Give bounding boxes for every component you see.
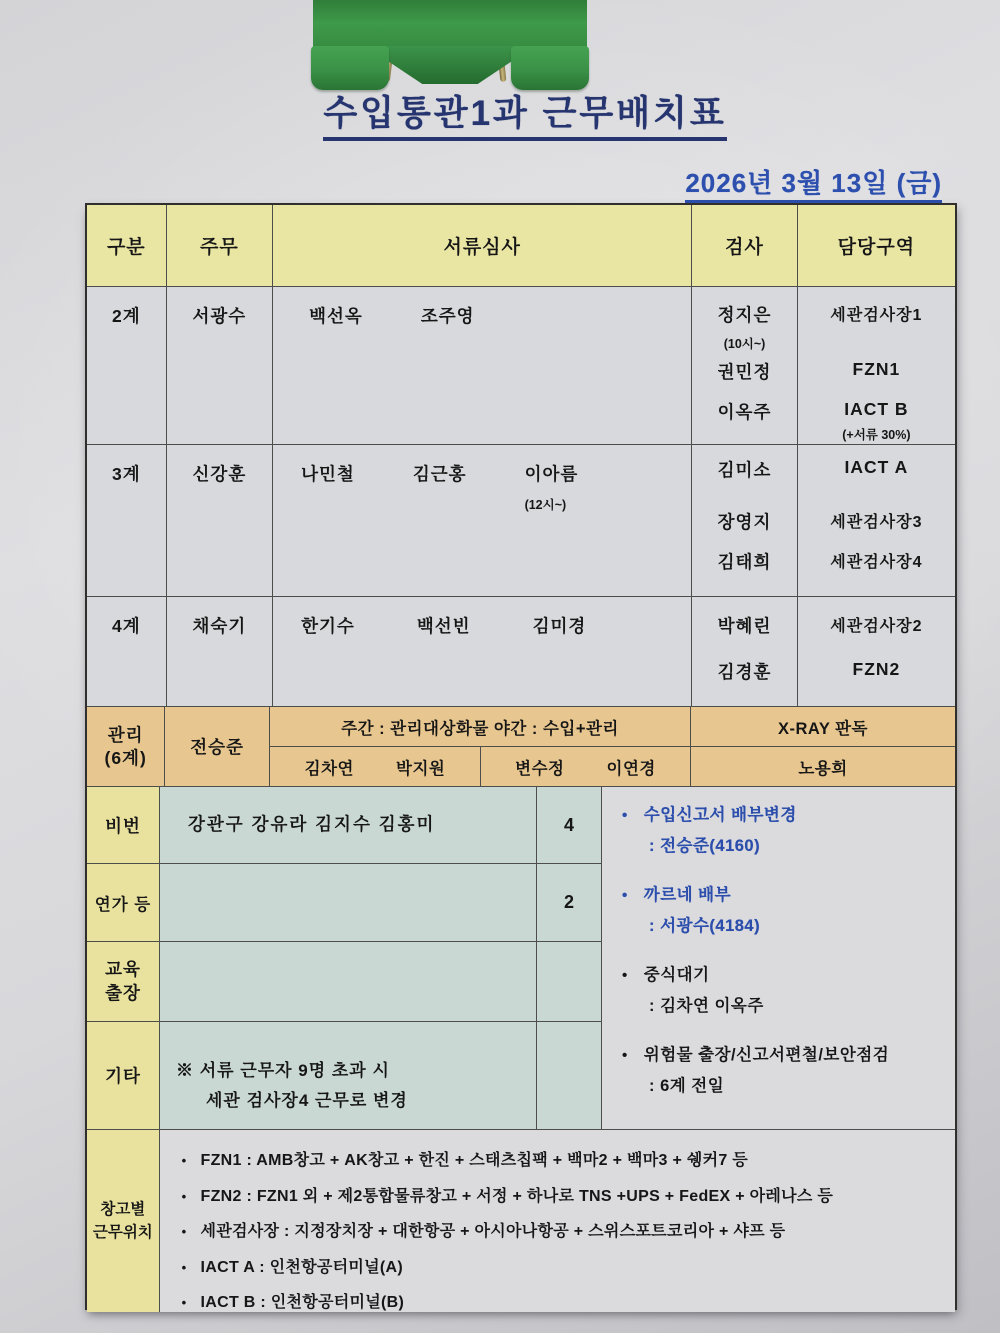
- note-value: : 김차연 이옥주: [649, 997, 764, 1015]
- yeonga-count: 2: [537, 864, 602, 942]
- row3-lead: 신강훈: [167, 445, 274, 597]
- table-row-management: [87, 707, 955, 787]
- inspector-name: 장영지: [717, 512, 772, 532]
- row3-inspectors: [692, 445, 798, 597]
- reviewer-with-note: [525, 461, 579, 596]
- row3-doc-reviewers: [273, 445, 692, 597]
- row4-areas: [798, 597, 955, 707]
- note-value: : 6계 전일: [649, 1077, 725, 1095]
- warehouse-section: [87, 1130, 955, 1312]
- mgmt-bottom-subrow: [270, 747, 955, 787]
- header-gubun: 구분: [87, 205, 167, 287]
- clip-mouth: [387, 46, 513, 84]
- mgmt-xray-staff: 노용희: [691, 747, 955, 787]
- row3-areas: [798, 445, 955, 597]
- row2-doc-reviewers: [273, 287, 692, 445]
- row2-label: 2계: [87, 287, 167, 445]
- warehouse-item-fzn1: • FZN1 : AMB창고 + AK창고 + 한진 + 스태츠칩팩 + 백마2 + 백마3 + 쉥커7 등: [182, 1147, 955, 1170]
- area-name: 세관검사장1: [830, 307, 923, 324]
- reviewer-name: 김미경: [532, 616, 587, 636]
- staff-name: 이연경: [606, 759, 656, 778]
- area-name: IACT B: [844, 399, 909, 419]
- note-value: : 서광수(4184): [649, 917, 761, 935]
- mgmt-xray-title: X-RAY 판독: [691, 707, 955, 747]
- warehouse-label: 창고별 근무위치: [87, 1130, 160, 1312]
- table-row-section2: [87, 287, 955, 445]
- status-rows: [87, 787, 602, 1130]
- area-name: FZN1: [852, 359, 901, 379]
- warehouse-item-iact-a: • IACT A : 인천항공터미널(A): [182, 1254, 955, 1277]
- area-name: IACT A: [844, 457, 909, 477]
- header-inspection: 검사: [692, 205, 798, 287]
- mgmt-subgrid: [270, 707, 955, 787]
- area-name: FZN2: [852, 659, 901, 679]
- header-jumu: 주무: [167, 205, 274, 287]
- mgmt-lead: 전승준: [165, 707, 270, 787]
- status-row-bibeon: [87, 787, 602, 864]
- clip-ear-right: [511, 46, 589, 90]
- clip-ear-left: [311, 46, 389, 90]
- warehouse-list: [160, 1130, 955, 1312]
- row3-label: 3계: [87, 445, 167, 597]
- mgmt-shift-info: 주간 : 관리대상화물 야간 : 수입+관리: [270, 707, 691, 747]
- note-lunch-standby: [622, 961, 949, 1016]
- yeonga-label: 연가 등: [87, 864, 160, 942]
- staff-name: 변수정: [515, 759, 565, 778]
- row2-areas: [798, 287, 955, 445]
- note-title: • 수입신고서 배부변경: [622, 801, 949, 825]
- warehouse-item-customs-yard: • 세관검사장 : 지정장치장 + 대한항공 + 아시아나항공 + 스위스포트코리아 + 샤프 등: [182, 1218, 955, 1241]
- reviewer-name: 백선빈: [416, 616, 471, 636]
- mgmt-staff-pair1: [270, 747, 481, 787]
- row4-doc-reviewers: [273, 597, 692, 707]
- status-section: [87, 787, 955, 1130]
- reviewer-time-note: (12시~): [524, 498, 567, 512]
- bibeon-label: 비번: [87, 787, 160, 864]
- bibeon-count: 4: [537, 787, 602, 864]
- inspector-name: 박혜린: [717, 616, 772, 636]
- warehouse-item-iact-b: • IACT B : 인천항공터미널(B): [182, 1289, 955, 1312]
- inspector-time-note: (10시~): [723, 337, 766, 351]
- note-value: : 전승준(4160): [649, 837, 761, 855]
- inspector-name: 정지은: [717, 305, 772, 325]
- table-row-section3: [87, 445, 955, 597]
- area-note: (+서류 30%): [842, 428, 911, 442]
- note-hazmat-security: [622, 1041, 949, 1096]
- bibeon-names: 강관구 강유라 김지수 김홍미: [160, 787, 537, 864]
- area-name: 세관검사장4: [830, 554, 923, 571]
- note-title: • 까르네 배부: [622, 881, 949, 905]
- table-header-row: [87, 205, 955, 287]
- header-assigned-area: 담당구역: [798, 205, 955, 287]
- mgmt-label: 관리 (6계): [87, 707, 165, 787]
- binder-clip: [313, 0, 587, 92]
- reviewer-name: 김근홍: [412, 464, 467, 484]
- reviewer-name: 조주영: [420, 306, 475, 326]
- inspector-name: 김태희: [717, 552, 772, 572]
- note-declaration-distribution: [622, 801, 949, 856]
- note-title: • 중식대기: [622, 961, 949, 985]
- staff-name: 박지원: [396, 759, 446, 778]
- gita-note: [160, 1022, 537, 1130]
- mgmt-staff-pair2: [481, 747, 691, 787]
- note-title: • 위험물 출장/신고서편철/보안점검: [622, 1041, 949, 1065]
- row4-inspectors: [692, 597, 798, 707]
- header-document-review: 서류심사: [273, 205, 692, 287]
- gita-count: [537, 1022, 602, 1130]
- inspector-name: 권민정: [717, 362, 772, 382]
- yeonga-names: [160, 864, 537, 942]
- gita-note-line2: 세관 검사장4 근무로 변경: [206, 1090, 408, 1110]
- document-date: 2026년 3월 13일 (금): [685, 163, 942, 200]
- row4-lead: 채숙기: [167, 597, 274, 707]
- duty-roster-table: [85, 203, 957, 1310]
- inspector-name: 이옥주: [717, 402, 772, 422]
- reviewer-name: 백선옥: [309, 306, 363, 326]
- area-name: 세관검사장2: [830, 618, 923, 635]
- gita-note-line1: ※ 서류 근무자 9명 초과 시: [176, 1061, 390, 1080]
- table-row-section4: [87, 597, 955, 707]
- gita-label: 기타: [87, 1022, 160, 1130]
- area-name: 세관검사장3: [830, 514, 923, 531]
- warehouse-item-fzn2: • FZN2 : FZN1 외 + 제2통합물류창고 + 서정 + 하나로 TNS +UPS + FedEX + 아레나스 등: [182, 1183, 955, 1206]
- reviewer-name: 나민철: [301, 464, 355, 484]
- reviewer-name: 한기수: [301, 616, 355, 636]
- row2-lead: 서광수: [167, 287, 273, 445]
- mgmt-top-subrow: [270, 707, 955, 747]
- status-row-gyoyuk: [87, 942, 602, 1022]
- status-row-yeonga: [87, 864, 602, 942]
- gyoyuk-count: [537, 942, 602, 1022]
- gyoyuk-label: 교육 출장: [87, 942, 160, 1022]
- note-carnet-distribution: [622, 881, 949, 936]
- page-title: 수입통관1과 근무배치표: [85, 86, 965, 136]
- gyoyuk-names: [160, 942, 537, 1022]
- inspector-name: 김미소: [717, 460, 772, 480]
- status-row-gita: [87, 1022, 602, 1130]
- side-notes-panel: [602, 787, 955, 1130]
- row2-inspectors: [692, 287, 798, 445]
- inspector-name: 김경훈: [717, 662, 772, 682]
- row4-label: 4계: [87, 597, 167, 707]
- reviewer-name: 이아름: [524, 464, 579, 484]
- staff-name: 김차연: [304, 759, 354, 778]
